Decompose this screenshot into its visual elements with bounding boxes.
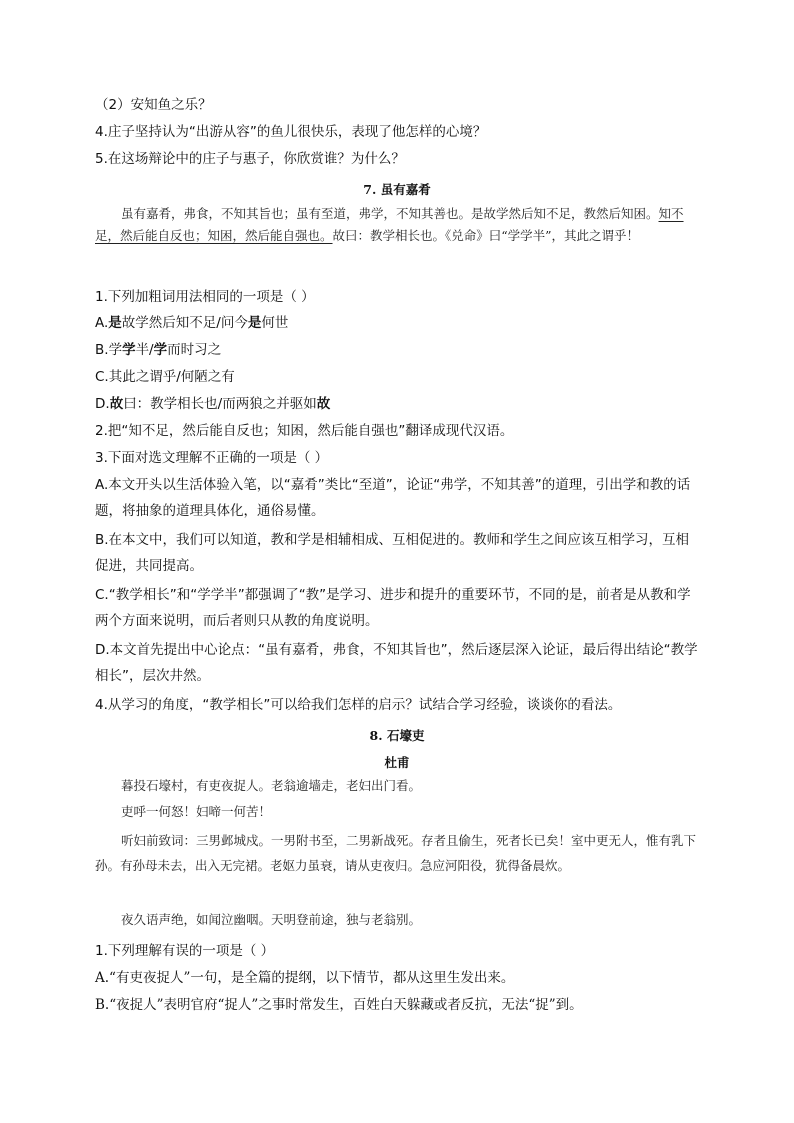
text-part-a: 虽有嘉肴，弗食，不知其旨也；虽有至道，弗学，不知其善也。是故学然后知不足，教然后知困。 (121, 206, 659, 221)
section-7-title: 7. 虽有嘉肴 (363, 182, 431, 197)
text-part-b: 故曰：教学相长也。《兑命》曰“学学半”，其此之谓乎！ (332, 228, 640, 243)
section-7-classical-text (95, 203, 703, 247)
underlined-sentence: 知不足，然后能自反也；知困，然后能自强也。 (95, 206, 684, 243)
s8-q1-option-b: B.“夜捉人”表明官府“捉人”之事时常发生，百姓白天躲藏或者反抗，无法“捉”到。 (95, 997, 583, 1013)
bold-word: 故 (109, 396, 124, 412)
poem-line-1: 暮投石壕村，有吏夜捉人。老翁逾墙走，老妇出门看。 (121, 778, 422, 793)
option-text: 故学然后知不足/问今 (121, 315, 248, 331)
s7-q3-option-a: A.本文开头以生活体验入笔，以“嘉肴”类比“至道”，论证“弗学，不知其善”的道理，引出学和教的话题，将抽象的道理具体化，通俗易懂。 (95, 477, 691, 519)
option-text: 而时习之 (167, 342, 222, 358)
s7-q3-option-b: B.在本文中，我们可以知道，教和学是相辅相成、互相促进的。教师和学生之间应该互相学习，互相促进，共同提高。 (95, 532, 690, 574)
option-prefix: D. (95, 396, 110, 412)
s7-question-2: 2.把“知不足，然后能自反也；知困，然后能自强也”翻译成现代汉语。 (95, 423, 514, 439)
bold-word: 学 (153, 342, 168, 358)
poem-line-4: 夜久语声绝，如闻泣幽咽。天明登前途，独与老翁别。 (121, 912, 422, 927)
s7-question-3: 3.下面对选文理解不正确的一项是（ ） (95, 450, 329, 466)
bold-word: 是 (108, 315, 122, 331)
option-prefix: B. (95, 342, 109, 358)
s8-question-1: 1.下列理解有误的一项是（ ） (95, 943, 275, 959)
poem-line-2: 吏呼一何怒！妇啼一何苦！ (121, 804, 272, 819)
s7-question-1: 1.下列加粗词用法相同的一项是（ ） (95, 289, 315, 305)
s7-q3-option-d: D.本文首先提出中心论点：“虽有嘉肴，弗食，不知其旨也”，然后逐层深入论证，最后得出结论“教学相长”，层次井然。 (95, 642, 698, 684)
option-text: 曰：教学相长也/而两狼之并驱如 (123, 396, 317, 412)
s7-q1-option-a (95, 314, 288, 332)
bold-word: 学 (122, 342, 136, 358)
poem-author: 杜甫 (384, 755, 410, 770)
option-text: 学 (108, 342, 123, 358)
option-prefix: A. (95, 315, 109, 331)
section-8-title: 8. 石壕吏 (369, 728, 425, 743)
s7-q1-option-c: C.其此之谓乎/何陋之有 (95, 369, 235, 385)
bold-word: 是 (247, 315, 262, 331)
question-5: 5.在这场辩论中的庄子与惠子，你欣赏谁？为什么？ (95, 151, 405, 167)
bold-word: 故 (316, 396, 331, 412)
s7-question-4: 4.从学习的角度，“教学相长”可以给我们怎样的启示？试结合学习经验，谈谈你的看法。 (95, 697, 622, 713)
poem-line-3: 听妇前致词：三男邺城戍。一男附书至，二男新战死。存者且偷生，死者长已矣！室中更无人，惟有乳下孙。有孙母未去，出入无完裙。老妪力虽衰，请从吏夜归。急应河阳役，犹得备晨炊。 (95, 833, 697, 873)
s7-q1-option-d (95, 395, 330, 413)
question-2-sub: （2）安知鱼之乐？ (95, 97, 212, 113)
question-4: 4.庄子坚持认为“出游从容”的鱼儿很快乐，表现了他怎样的心境？ (95, 124, 487, 140)
s8-q1-option-a: A.“有吏夜捉人”一句，是全篇的提纲，以下情节，都从这里生发出来。 (95, 970, 515, 986)
option-text: 何世 (261, 315, 289, 331)
option-text: 半/ (135, 342, 154, 358)
s7-q1-option-b (95, 341, 221, 359)
s7-q3-option-c: C.“教学相长”和“学学半”都强调了“教”是学习、进步和提升的重要环节，不同的是，前者是从教和学两个方面来说明，而后者则只从教的角度说明。 (95, 587, 691, 629)
